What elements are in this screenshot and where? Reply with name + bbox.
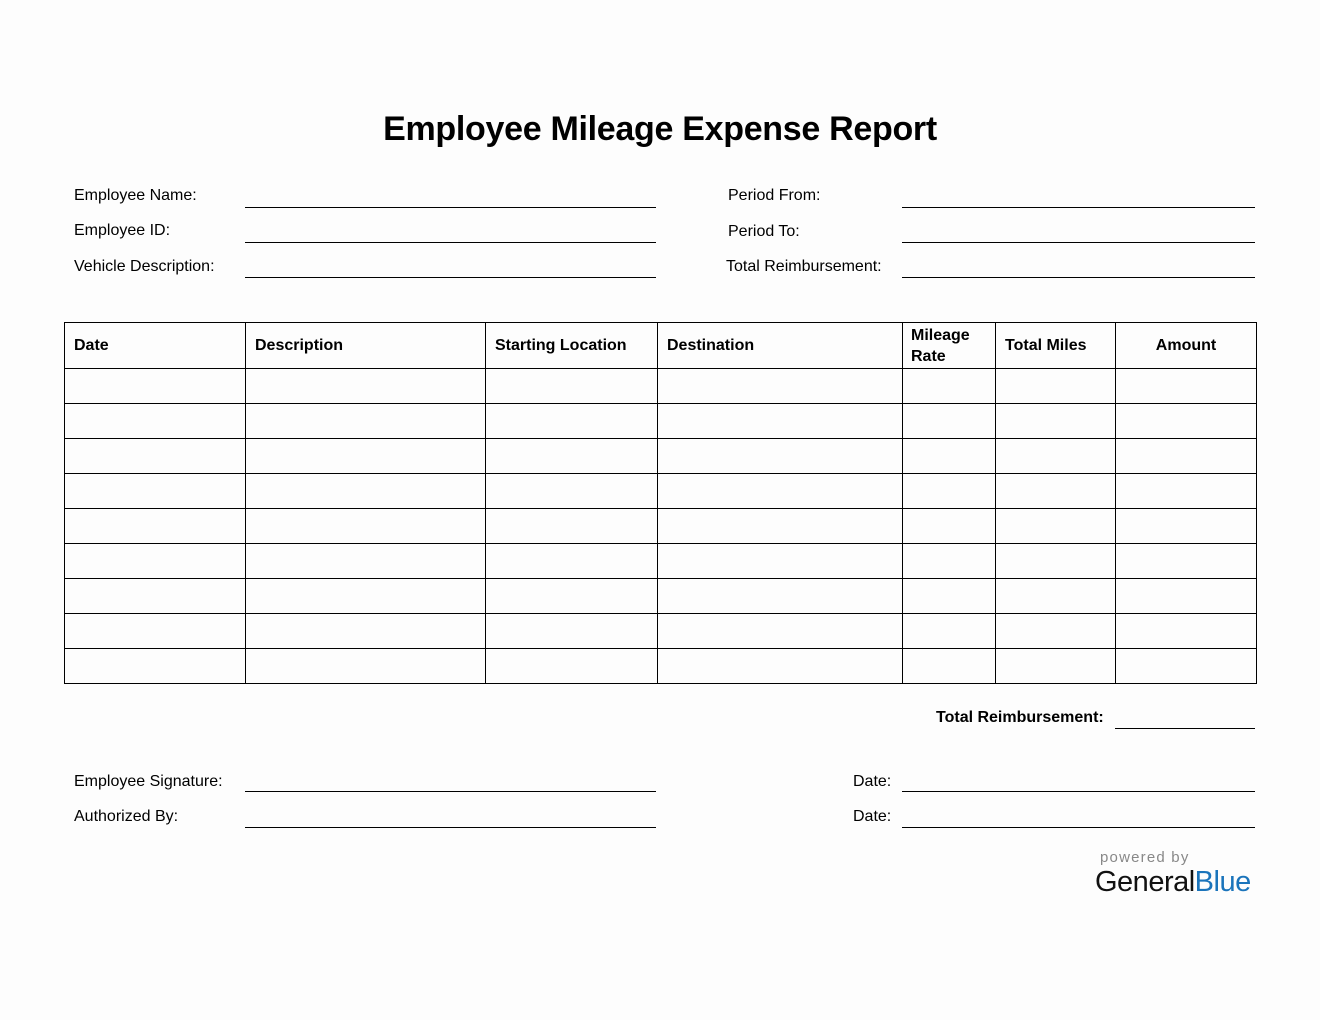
cell-total-miles[interactable]	[996, 579, 1116, 614]
cell-description[interactable]	[246, 404, 486, 439]
cell-starting-location[interactable]	[486, 544, 658, 579]
cell-starting-location[interactable]	[486, 404, 658, 439]
cell-total-miles[interactable]	[996, 544, 1116, 579]
cell-amount[interactable]	[1116, 509, 1257, 544]
cell-mileage-rate[interactable]	[903, 439, 996, 474]
cell-total-miles[interactable]	[996, 614, 1116, 649]
table-row	[65, 544, 1257, 579]
cell-starting-location[interactable]	[486, 474, 658, 509]
table-row	[65, 404, 1257, 439]
column-header-starting-location: Starting Location	[486, 323, 658, 369]
total-reimbursement-header-label: Total Reimbursement:	[726, 258, 882, 275]
cell-starting-location[interactable]	[486, 649, 658, 684]
employee-name-field[interactable]	[245, 207, 656, 208]
employee-id-field[interactable]	[245, 242, 656, 243]
column-header-total-miles: Total Miles	[996, 323, 1116, 369]
vehicle-description-field[interactable]	[245, 277, 656, 278]
table-row	[65, 579, 1257, 614]
generalblue-logo	[1095, 866, 1251, 899]
employee-date-field[interactable]	[902, 791, 1255, 792]
cell-date[interactable]	[65, 404, 246, 439]
column-header-destination: Destination	[658, 323, 903, 369]
authorized-by-label: Authorized By:	[74, 808, 179, 825]
cell-total-miles[interactable]	[996, 474, 1116, 509]
column-header-amount: Amount	[1116, 323, 1257, 369]
table-header-row	[65, 323, 1257, 369]
cell-description[interactable]	[246, 544, 486, 579]
cell-mileage-rate[interactable]	[903, 509, 996, 544]
cell-date[interactable]	[65, 649, 246, 684]
cell-starting-location[interactable]	[486, 369, 658, 404]
brand-blue: Blue	[1194, 866, 1251, 898]
employee-name-label: Employee Name:	[74, 187, 197, 204]
table-row	[65, 614, 1257, 649]
table-row	[65, 439, 1257, 474]
cell-mileage-rate[interactable]	[903, 649, 996, 684]
authorized-date-field[interactable]	[902, 827, 1255, 828]
mileage-table	[64, 322, 1257, 684]
vehicle-description-label: Vehicle Description:	[74, 258, 215, 275]
cell-amount[interactable]	[1116, 579, 1257, 614]
authorized-by-field[interactable]	[245, 827, 656, 828]
cell-amount[interactable]	[1116, 404, 1257, 439]
brand-general: General	[1095, 866, 1195, 898]
period-to-field[interactable]	[902, 242, 1255, 243]
cell-amount[interactable]	[1116, 649, 1257, 684]
column-header-description: Description	[246, 323, 486, 369]
cell-destination[interactable]	[658, 509, 903, 544]
cell-destination[interactable]	[658, 439, 903, 474]
total-reimbursement-field[interactable]	[1115, 728, 1255, 729]
cell-amount[interactable]	[1116, 369, 1257, 404]
cell-mileage-rate[interactable]	[903, 579, 996, 614]
employee-signature-field[interactable]	[245, 791, 656, 792]
cell-date[interactable]	[65, 474, 246, 509]
cell-description[interactable]	[246, 509, 486, 544]
cell-mileage-rate[interactable]	[903, 544, 996, 579]
total-reimbursement-label: Total Reimbursement:	[936, 709, 1104, 726]
cell-mileage-rate[interactable]	[903, 474, 996, 509]
cell-total-miles[interactable]	[996, 369, 1116, 404]
cell-description[interactable]	[246, 579, 486, 614]
column-header-mileage-rate: Mileage Rate	[903, 323, 996, 369]
cell-destination[interactable]	[658, 369, 903, 404]
cell-date[interactable]	[65, 614, 246, 649]
table-row	[65, 474, 1257, 509]
cell-starting-location[interactable]	[486, 614, 658, 649]
period-from-field[interactable]	[902, 207, 1255, 208]
cell-mileage-rate[interactable]	[903, 614, 996, 649]
cell-amount[interactable]	[1116, 544, 1257, 579]
powered-by-text: powered by	[1100, 849, 1190, 866]
cell-total-miles[interactable]	[996, 404, 1116, 439]
cell-destination[interactable]	[658, 474, 903, 509]
cell-total-miles[interactable]	[996, 649, 1116, 684]
cell-amount[interactable]	[1116, 439, 1257, 474]
cell-total-miles[interactable]	[996, 509, 1116, 544]
table-row	[65, 369, 1257, 404]
cell-starting-location[interactable]	[486, 579, 658, 614]
employee-date-label: Date:	[853, 773, 892, 790]
cell-amount[interactable]	[1116, 614, 1257, 649]
cell-destination[interactable]	[658, 614, 903, 649]
cell-date[interactable]	[65, 509, 246, 544]
cell-starting-location[interactable]	[486, 439, 658, 474]
cell-amount[interactable]	[1116, 474, 1257, 509]
employee-id-label: Employee ID:	[74, 222, 171, 239]
cell-starting-location[interactable]	[486, 509, 658, 544]
period-from-label: Period From:	[728, 187, 821, 204]
total-reimbursement-header-field[interactable]	[902, 277, 1255, 278]
column-header-date: Date	[65, 323, 246, 369]
cell-description[interactable]	[246, 649, 486, 684]
cell-destination[interactable]	[658, 649, 903, 684]
cell-total-miles[interactable]	[996, 439, 1116, 474]
employee-signature-label: Employee Signature:	[74, 773, 223, 790]
cell-description[interactable]	[246, 474, 486, 509]
cell-date[interactable]	[65, 544, 246, 579]
table-row	[65, 509, 1257, 544]
page-title: Employee Mileage Expense Report	[383, 110, 937, 148]
cell-date[interactable]	[65, 369, 246, 404]
table-row	[65, 649, 1257, 684]
cell-date[interactable]	[65, 579, 246, 614]
period-to-label: Period To:	[728, 223, 800, 240]
cell-destination[interactable]	[658, 579, 903, 614]
cell-description[interactable]	[246, 614, 486, 649]
cell-destination[interactable]	[658, 404, 903, 439]
cell-mileage-rate[interactable]	[903, 369, 996, 404]
cell-date[interactable]	[65, 439, 246, 474]
cell-description[interactable]	[246, 369, 486, 404]
authorized-date-label: Date:	[853, 808, 892, 825]
cell-destination[interactable]	[658, 544, 903, 579]
cell-description[interactable]	[246, 439, 486, 474]
cell-mileage-rate[interactable]	[903, 404, 996, 439]
